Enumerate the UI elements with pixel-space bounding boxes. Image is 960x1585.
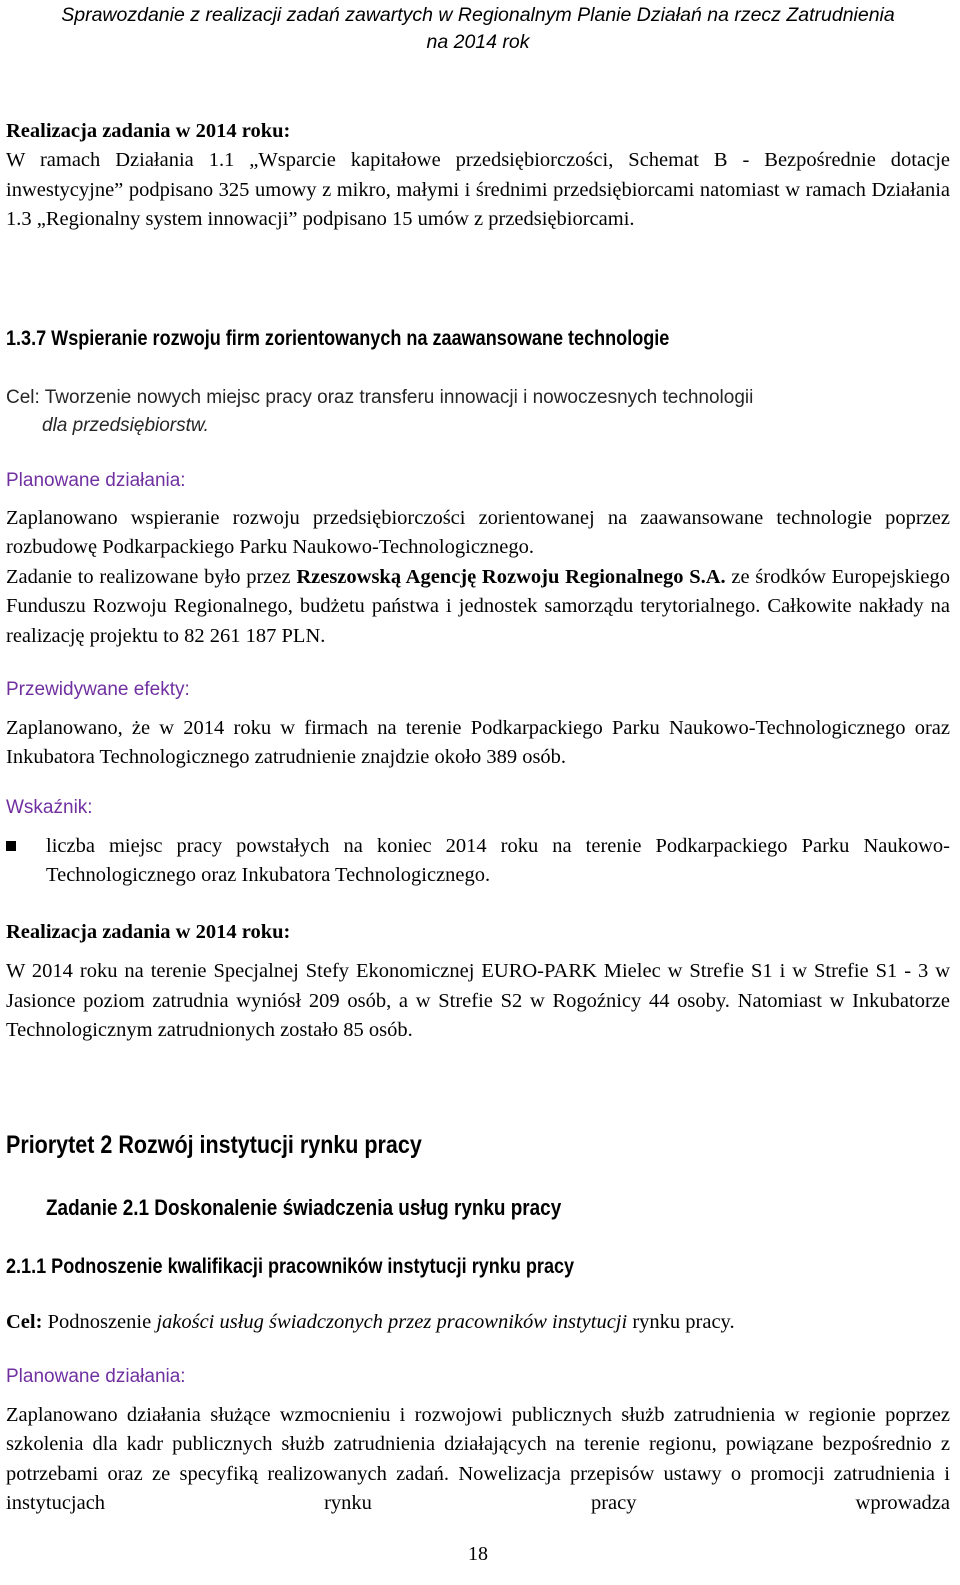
task-1-3-7-planowane: [6, 467, 950, 651]
efekty-text: Zaplanowano, że w 2014 roku w firmach na terenie Podkarpackiego Parku Naukowo-Technologicznego oraz Inkubatora Technologicznego zatrudnienie znajdzie około 389 osób.: [6, 717, 950, 769]
task-2-1-1-title: 2.1.1 Podnoszenie kwalifikacji pracowników instytucji rynku pracy: [6, 1255, 575, 1278]
zadanie-2-1-heading: [46, 1193, 960, 1223]
wskaznik-label: Wskaźnik:: [6, 797, 93, 818]
realizacja-text-2: W 2014 roku na terenie Specjalnej Stefy Ekonomicznej EURO-PARK Mielec w Strefie S1 i w Strefie S1 - 3 w Jasionce poziom zatrudnia wyniósł 209 osób, a w Strefie S2 w Rogoźnicy 44 osoby. Natomiast w Inkubatorze Technologicznym zatrudnionych zostało 85 osób.: [6, 960, 950, 1042]
running-header: [6, 2, 950, 56]
header-line-1: Sprawozdanie z realizacji zadań zawartych w Regionalnym Planie Działań na rzecz Zatrudnienia: [61, 4, 895, 26]
task-1-3-7-cel: [6, 384, 950, 440]
efekty-label: Przewidywane efekty:: [6, 679, 190, 700]
planowane-p1: Zaplanowano wspieranie rozwoju przedsiębiorczości zorientowanej na zaawansowane technologie poprzez rozbudowę Podkarpackiego Parku Naukowo-Technologicznego.: [6, 507, 950, 559]
section-1-3-realizacja: [6, 117, 950, 235]
priority-heading: Priorytet 2 Rozwój instytucji rynku pracy: [6, 1131, 422, 1159]
cel-italic: jakości usług świadczonych przez pracowników instytucji: [156, 1311, 628, 1333]
document-page: [6, 0, 950, 1585]
planowane-text-2: Zaplanowano działania służące wzmocnieniu i rozwojowi publicznych służb zatrudnienia w regionie poprzez szkolenia dla kadr publicznych służb zatrudnienia działających na terenie regionu, powiązane bezpośrednio z potrzebami oraz ze specyfiką realizowanych zadań. Nowelizacja przepisów ustawy o promocji zatrudnienia i instytucjach rynku pracy wprowadza: [6, 1404, 950, 1515]
planowane-label: Planowane działania:: [6, 470, 186, 491]
task-2-1-1-planowane: [6, 1363, 950, 1519]
cel-label: Cel:: [6, 1311, 43, 1333]
wskaznik-text: liczba miejsc pracy powstałych na koniec 2014 roku na terenie Podkarpackiego Parku Naukowo-Technologicznego oraz Inkubatora Technologicznego.: [46, 835, 950, 887]
task-1-3-7-heading: [6, 325, 950, 353]
planowane-label-2: Planowane działania:: [6, 1366, 186, 1387]
task-1-3-7-wskaznik: [6, 794, 950, 891]
priority-2-heading: [6, 1129, 950, 1161]
task-1-3-7-efekty: [6, 676, 950, 773]
task-2-1-1-cel: Cel: Podnoszenie jakości usług świadczonych przez pracowników instytucji rynku pracy.: [6, 1311, 735, 1333]
planowane-p2: Zadanie to realizowane było przez Rzeszowską Agencję Rozwoju Regionalnego S.A. ze środków Europejskiego Funduszu Rozwoju Regionalnego, budżetu państwa i jednostek samorządu terytorialnego. Całkowite nakłady na realizację projektu to 82 261 187 PLN.: [6, 565, 950, 647]
cel-line-1: Cel: Tworzenie nowych miejsc pracy oraz transferu innowacji i nowoczesnych technologii: [6, 387, 754, 408]
header-line-2: na 2014 rok: [426, 31, 530, 53]
zadanie-heading: Zadanie 2.1 Doskonalenie świadczenia usług rynku pracy: [46, 1195, 562, 1220]
realizacja-text: W ramach Działania 1.1 „Wsparcie kapitałowe przedsiębiorczości, Schemat B - Bezpośrednie dotacje inwestycyjne” podpisano 325 umowy z mikro, małymi i średnimi przedsiębiorcami natomiast w ramach Działania 1.3 „Regionalny system innowacji” podpisano 15 umów z przedsiębiorcami.: [6, 149, 950, 231]
agency-name: Rzeszowską Agencję Rozwoju Regionalnego S.A.: [296, 565, 726, 588]
task-heading: 1.3.7 Wspieranie rozwoju firm zorientowanych na zaawansowane technologie: [6, 327, 670, 350]
page-number: 18: [468, 1543, 488, 1565]
task-2-1-1-heading: [6, 1253, 950, 1281]
task-1-3-7-realizacja: [6, 918, 950, 1046]
realizacja-label: Realizacja zadania w 2014 roku:: [6, 120, 291, 142]
cel-line-2: dla przedsiębiorstw.: [42, 415, 209, 436]
realizacja-label-2: Realizacja zadania w 2014 roku:: [6, 921, 291, 943]
square-bullet-icon: [6, 841, 16, 851]
wskaznik-list-item: [6, 832, 950, 891]
